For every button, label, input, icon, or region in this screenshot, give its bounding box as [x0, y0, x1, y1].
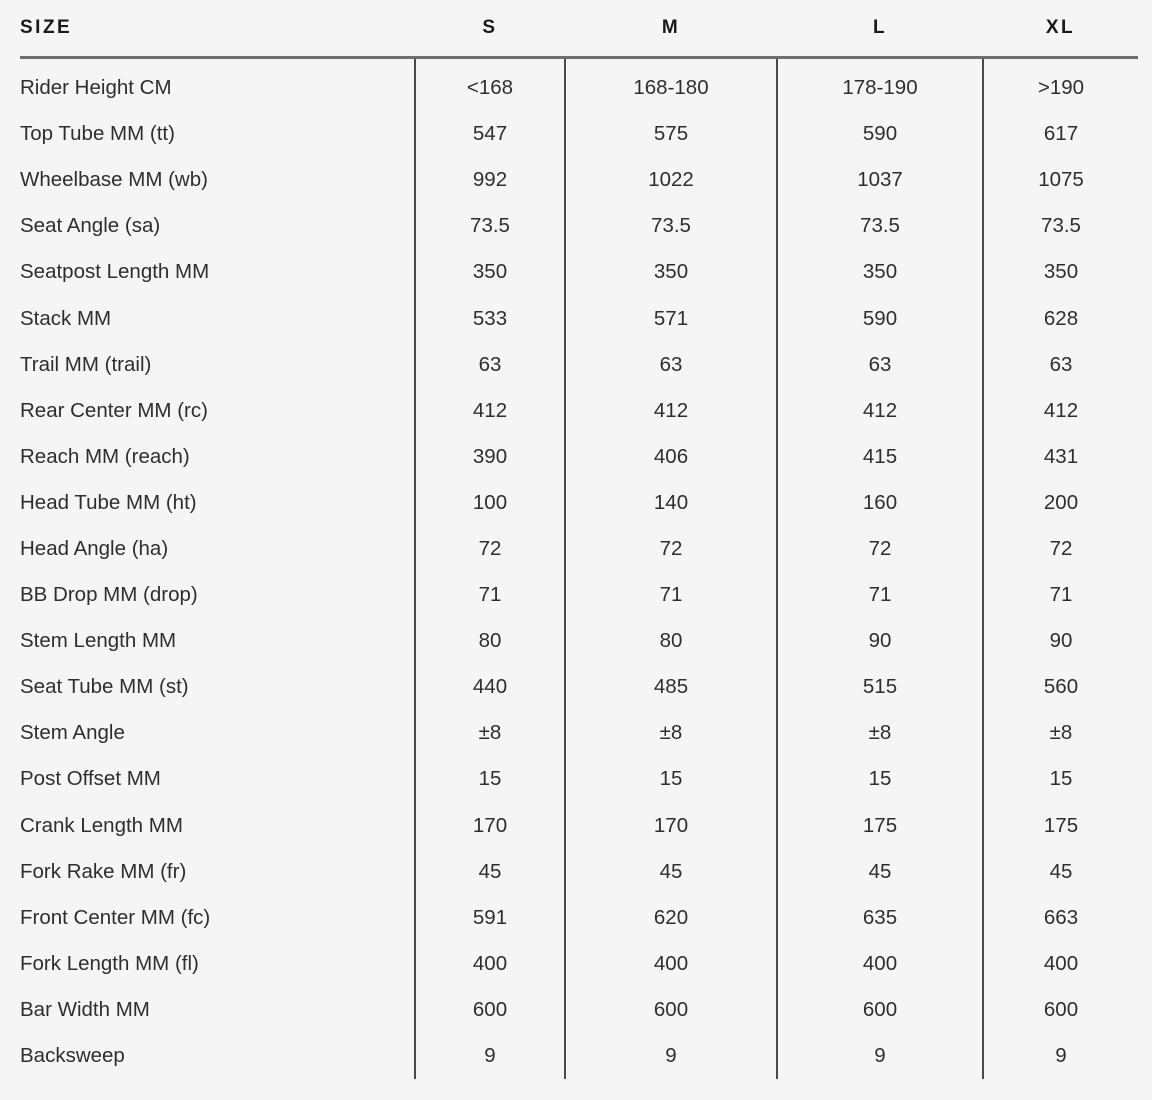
table-row: [20, 895, 1138, 941]
table-row: [20, 756, 1138, 802]
cell-size-xl: 350: [983, 249, 1138, 295]
size-column-header: SIZE: [20, 0, 415, 58]
cell-size-l: 1037: [777, 157, 983, 203]
cell-size-s: 400: [415, 941, 565, 987]
table-row: [20, 342, 1138, 388]
row-label: Reach MM (reach): [20, 444, 190, 468]
cell-size-xl: 1075: [983, 157, 1138, 203]
table-row: [20, 526, 1138, 572]
row-label: Rider Height CM: [20, 76, 172, 100]
cell-size-m: 71: [565, 572, 777, 618]
cell-size-s: 80: [415, 618, 565, 664]
cell-size-m: 168-180: [565, 58, 777, 112]
row-label: Crank Length MM: [20, 813, 183, 837]
cell-size-m: 73.5: [565, 203, 777, 249]
row-label: Fork Length MM (fl): [20, 951, 199, 975]
cell-size-m: 170: [565, 803, 777, 849]
cell-size-s: 533: [415, 295, 565, 341]
cell-size-m: 72: [565, 526, 777, 572]
cell-size-xl: 72: [983, 526, 1138, 572]
cell-size-l: 63: [777, 342, 983, 388]
cell-size-s: 350: [415, 249, 565, 295]
cell-size-m: 15: [565, 756, 777, 802]
cell-size-xl: 628: [983, 295, 1138, 341]
cell-size-l: 590: [777, 295, 983, 341]
cell-size-xl: >190: [983, 58, 1138, 112]
table-row: [20, 710, 1138, 756]
cell-size-m: 350: [565, 249, 777, 295]
cell-size-m: 620: [565, 895, 777, 941]
cell-size-m: 63: [565, 342, 777, 388]
cell-size-s: 45: [415, 849, 565, 895]
cell-size-s: 71: [415, 572, 565, 618]
row-label: Wheelbase MM (wb): [20, 168, 208, 192]
cell-size-m: 406: [565, 434, 777, 480]
row-label: Post Offset MM: [20, 767, 161, 791]
row-label: BB Drop MM (drop): [20, 583, 198, 607]
cell-size-l: 600: [777, 987, 983, 1033]
size-xl-header: XL: [983, 0, 1138, 58]
table-row: [20, 1033, 1138, 1079]
header-row: [20, 0, 1138, 58]
cell-size-l: 412: [777, 388, 983, 434]
cell-size-m: 571: [565, 295, 777, 341]
cell-size-s: <168: [415, 58, 565, 112]
cell-size-xl: 400: [983, 941, 1138, 987]
table-body: [20, 58, 1138, 1080]
table-row: [20, 295, 1138, 341]
cell-size-s: 992: [415, 157, 565, 203]
row-label: Head Angle (ha): [20, 536, 169, 560]
row-label: Bar Width MM: [20, 997, 150, 1021]
row-label: Stem Length MM: [20, 629, 177, 653]
cell-size-l: 175: [777, 803, 983, 849]
size-m-header: M: [565, 0, 777, 58]
cell-size-xl: 45: [983, 849, 1138, 895]
cell-size-xl: 431: [983, 434, 1138, 480]
cell-size-l: 90: [777, 618, 983, 664]
cell-size-xl: 412: [983, 388, 1138, 434]
row-label: Rear Center MM (rc): [20, 398, 208, 422]
cell-size-xl: 663: [983, 895, 1138, 941]
cell-size-s: ±8: [415, 710, 565, 756]
row-label: Backsweep: [20, 1044, 125, 1068]
cell-size-m: 45: [565, 849, 777, 895]
cell-size-s: 15: [415, 756, 565, 802]
row-label: Stem Angle: [20, 721, 125, 745]
row-label: Top Tube MM (tt): [20, 122, 175, 146]
cell-size-m: 575: [565, 111, 777, 157]
cell-size-l: 400: [777, 941, 983, 987]
cell-size-m: 9: [565, 1033, 777, 1079]
size-l-header: L: [777, 0, 983, 58]
cell-size-l: 415: [777, 434, 983, 480]
row-label: Seat Angle (sa): [20, 214, 161, 238]
cell-size-m: ±8: [565, 710, 777, 756]
cell-size-s: 440: [415, 664, 565, 710]
table-row: [20, 987, 1138, 1033]
cell-size-s: 9: [415, 1033, 565, 1079]
cell-size-m: 1022: [565, 157, 777, 203]
row-label: Fork Rake MM (fr): [20, 859, 187, 883]
cell-size-l: 350: [777, 249, 983, 295]
cell-size-xl: 617: [983, 111, 1138, 157]
cell-size-l: 71: [777, 572, 983, 618]
cell-size-m: 80: [565, 618, 777, 664]
cell-size-l: 178-190: [777, 58, 983, 112]
geometry-table: [20, 0, 1138, 1079]
cell-size-l: ±8: [777, 710, 983, 756]
table-row: [20, 203, 1138, 249]
table-header: [20, 0, 1138, 58]
row-label: Stack MM: [20, 306, 112, 330]
cell-size-s: 73.5: [415, 203, 565, 249]
cell-size-l: 15: [777, 756, 983, 802]
cell-size-xl: ±8: [983, 710, 1138, 756]
row-label: Trail MM (trail): [20, 352, 152, 376]
row-label: Head Tube MM (ht): [20, 490, 197, 514]
table-row: [20, 58, 1138, 112]
cell-size-s: 100: [415, 480, 565, 526]
cell-size-m: 600: [565, 987, 777, 1033]
table-row: [20, 480, 1138, 526]
cell-size-xl: 71: [983, 572, 1138, 618]
row-label: Front Center MM (fc): [20, 905, 211, 929]
cell-size-xl: 73.5: [983, 203, 1138, 249]
cell-size-s: 72: [415, 526, 565, 572]
cell-size-l: 635: [777, 895, 983, 941]
cell-size-s: 412: [415, 388, 565, 434]
cell-size-m: 412: [565, 388, 777, 434]
cell-size-s: 63: [415, 342, 565, 388]
row-label: Seat Tube MM (st): [20, 675, 189, 699]
cell-size-xl: 9: [983, 1033, 1138, 1079]
cell-size-l: 160: [777, 480, 983, 526]
table-row: [20, 941, 1138, 987]
cell-size-s: 591: [415, 895, 565, 941]
table-row: [20, 111, 1138, 157]
cell-size-l: 515: [777, 664, 983, 710]
table-row: [20, 803, 1138, 849]
cell-size-s: 390: [415, 434, 565, 480]
cell-size-xl: 560: [983, 664, 1138, 710]
cell-size-s: 547: [415, 111, 565, 157]
table-row: [20, 849, 1138, 895]
cell-size-m: 140: [565, 480, 777, 526]
table-row: [20, 664, 1138, 710]
cell-size-l: 9: [777, 1033, 983, 1079]
table-row: [20, 434, 1138, 480]
cell-size-xl: 175: [983, 803, 1138, 849]
table-row: [20, 572, 1138, 618]
cell-size-l: 73.5: [777, 203, 983, 249]
geometry-table-container: [20, 0, 1138, 1079]
table-row: [20, 388, 1138, 434]
table-row: [20, 618, 1138, 664]
cell-size-m: 400: [565, 941, 777, 987]
cell-size-xl: 600: [983, 987, 1138, 1033]
size-s-header: S: [415, 0, 565, 58]
cell-size-s: 170: [415, 803, 565, 849]
cell-size-l: 590: [777, 111, 983, 157]
cell-size-xl: 200: [983, 480, 1138, 526]
cell-size-s: 600: [415, 987, 565, 1033]
row-label: Seatpost Length MM: [20, 260, 210, 284]
cell-size-xl: 90: [983, 618, 1138, 664]
cell-size-m: 485: [565, 664, 777, 710]
cell-size-l: 72: [777, 526, 983, 572]
table-row: [20, 249, 1138, 295]
table-row: [20, 157, 1138, 203]
cell-size-l: 45: [777, 849, 983, 895]
cell-size-xl: 15: [983, 756, 1138, 802]
cell-size-xl: 63: [983, 342, 1138, 388]
